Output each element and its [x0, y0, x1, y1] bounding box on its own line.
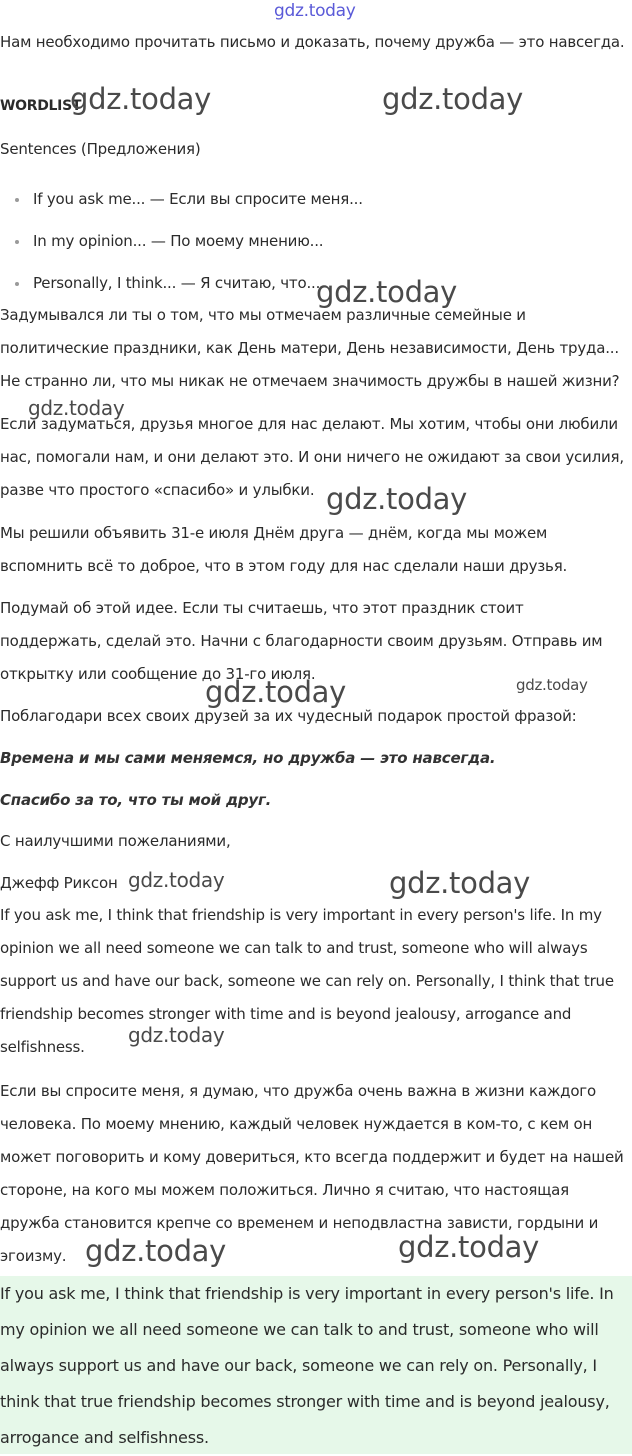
- answer-russian: Если вы спросите меня, я думаю, что дружба очень важна в жизни каждого человека. По моему мнению, каждый человек нуждается в ком-то, с кем он может поговорить и кому довериться, кто всегда поддержит и будет на нашей стороне, на кого мы можем положиться. Лично я считаю, что настоящая дружба становится крепче со временем и неподвластна зависти, гордыни и эгоизму.: [0, 1082, 624, 1265]
- watermark: gdz.today: [205, 675, 347, 709]
- letter-paragraph-2: Если задуматься, друзья многое для нас делают. Мы хотим, чтобы они любили нас, помогали нам, и они делают это. И они ничего не ожидают за свои усилия, разве что простого «спасибо» и улыбки.: [0, 415, 624, 499]
- watermark: gdz.today: [128, 868, 225, 892]
- watermark: gdz.today: [28, 396, 125, 420]
- answer-highlight-text: If you ask me, I think that friendship is very important in every person's life. In my opinion we all need someone we can talk to and trust, someone who will always support us and have our back, someone we can rely on. Personally, I think that true friendship becomes stronger with time and is beyond jealousy, arrogance and selfishness.: [0, 1284, 614, 1447]
- watermark: gdz.today: [326, 482, 468, 516]
- letter-paragraph-4: Подумай об этой идее. Если ты считаешь, что этот праздник стоит поддержать, сделай это. Начни с благодарности своим друзьям. Отправь им открытку или сообщение до 31-го июля.: [0, 599, 603, 683]
- watermark: gdz.today: [389, 866, 531, 900]
- letter-quote-1: Времена и мы сами меняемся, но дружба — это навсегда.: [0, 749, 496, 767]
- wordlist-label: WORDLIST: [0, 98, 82, 114]
- watermark: gdz.today: [70, 82, 212, 116]
- letter-paragraph-1: Задумывался ли ты о том, что мы отмечаем различные семейные и политические праздники, как День матери, День независимости, День труда... Не странно ли, что мы никак не отмечаем значимость дружбы в нашей жизни?: [0, 306, 620, 390]
- watermark: gdz.today: [85, 1234, 227, 1268]
- watermark: gdz.today: [128, 1023, 225, 1047]
- watermark: gdz.today: [274, 1, 356, 21]
- letter-paragraph-5: Поблагодари всех своих друзей за их чудесный подарок простой фразой:: [0, 707, 577, 725]
- watermark: gdz.today: [382, 82, 524, 116]
- answer-highlight-box: [0, 1276, 632, 1454]
- answer-english: If you ask me, I think that friendship is very important in every person's life. In my opinion we all need someone we can talk to and trust, someone who will always support us and have our back, someone we can rely on. Personally, I think that true friendship becomes stronger with time and is beyond jealousy, arrogance and selfishness.: [0, 906, 614, 1056]
- watermark: gdz.today: [516, 676, 588, 694]
- phrase-list: [0, 183, 628, 309]
- letter-signature: Джефф Риксон: [0, 874, 118, 892]
- watermark: gdz.today: [398, 1230, 540, 1264]
- list-item: In my opinion... — По моему мнению...: [0, 225, 628, 267]
- sentences-heading: Sentences (Предложения): [0, 140, 201, 158]
- list-item: Personally, I think... — Я считаю, что...: [0, 267, 628, 309]
- watermark: gdz.today: [316, 275, 458, 309]
- list-item: If you ask me... — Если вы спросите меня...: [0, 183, 628, 225]
- letter-quote-2: Спасибо за то, что ты мой друг.: [0, 791, 272, 809]
- letter-paragraph-3: Мы решили объявить 31-е июля Днём друга — днём, когда мы можем вспомнить всё то доброе, что в этом году для нас сделали наши друзья.: [0, 524, 568, 575]
- letter-closing: С наилучшими пожеланиями,: [0, 832, 231, 850]
- intro-text: Нам необходимо прочитать письмо и доказать, почему дружба — это навсегда.: [0, 33, 625, 51]
